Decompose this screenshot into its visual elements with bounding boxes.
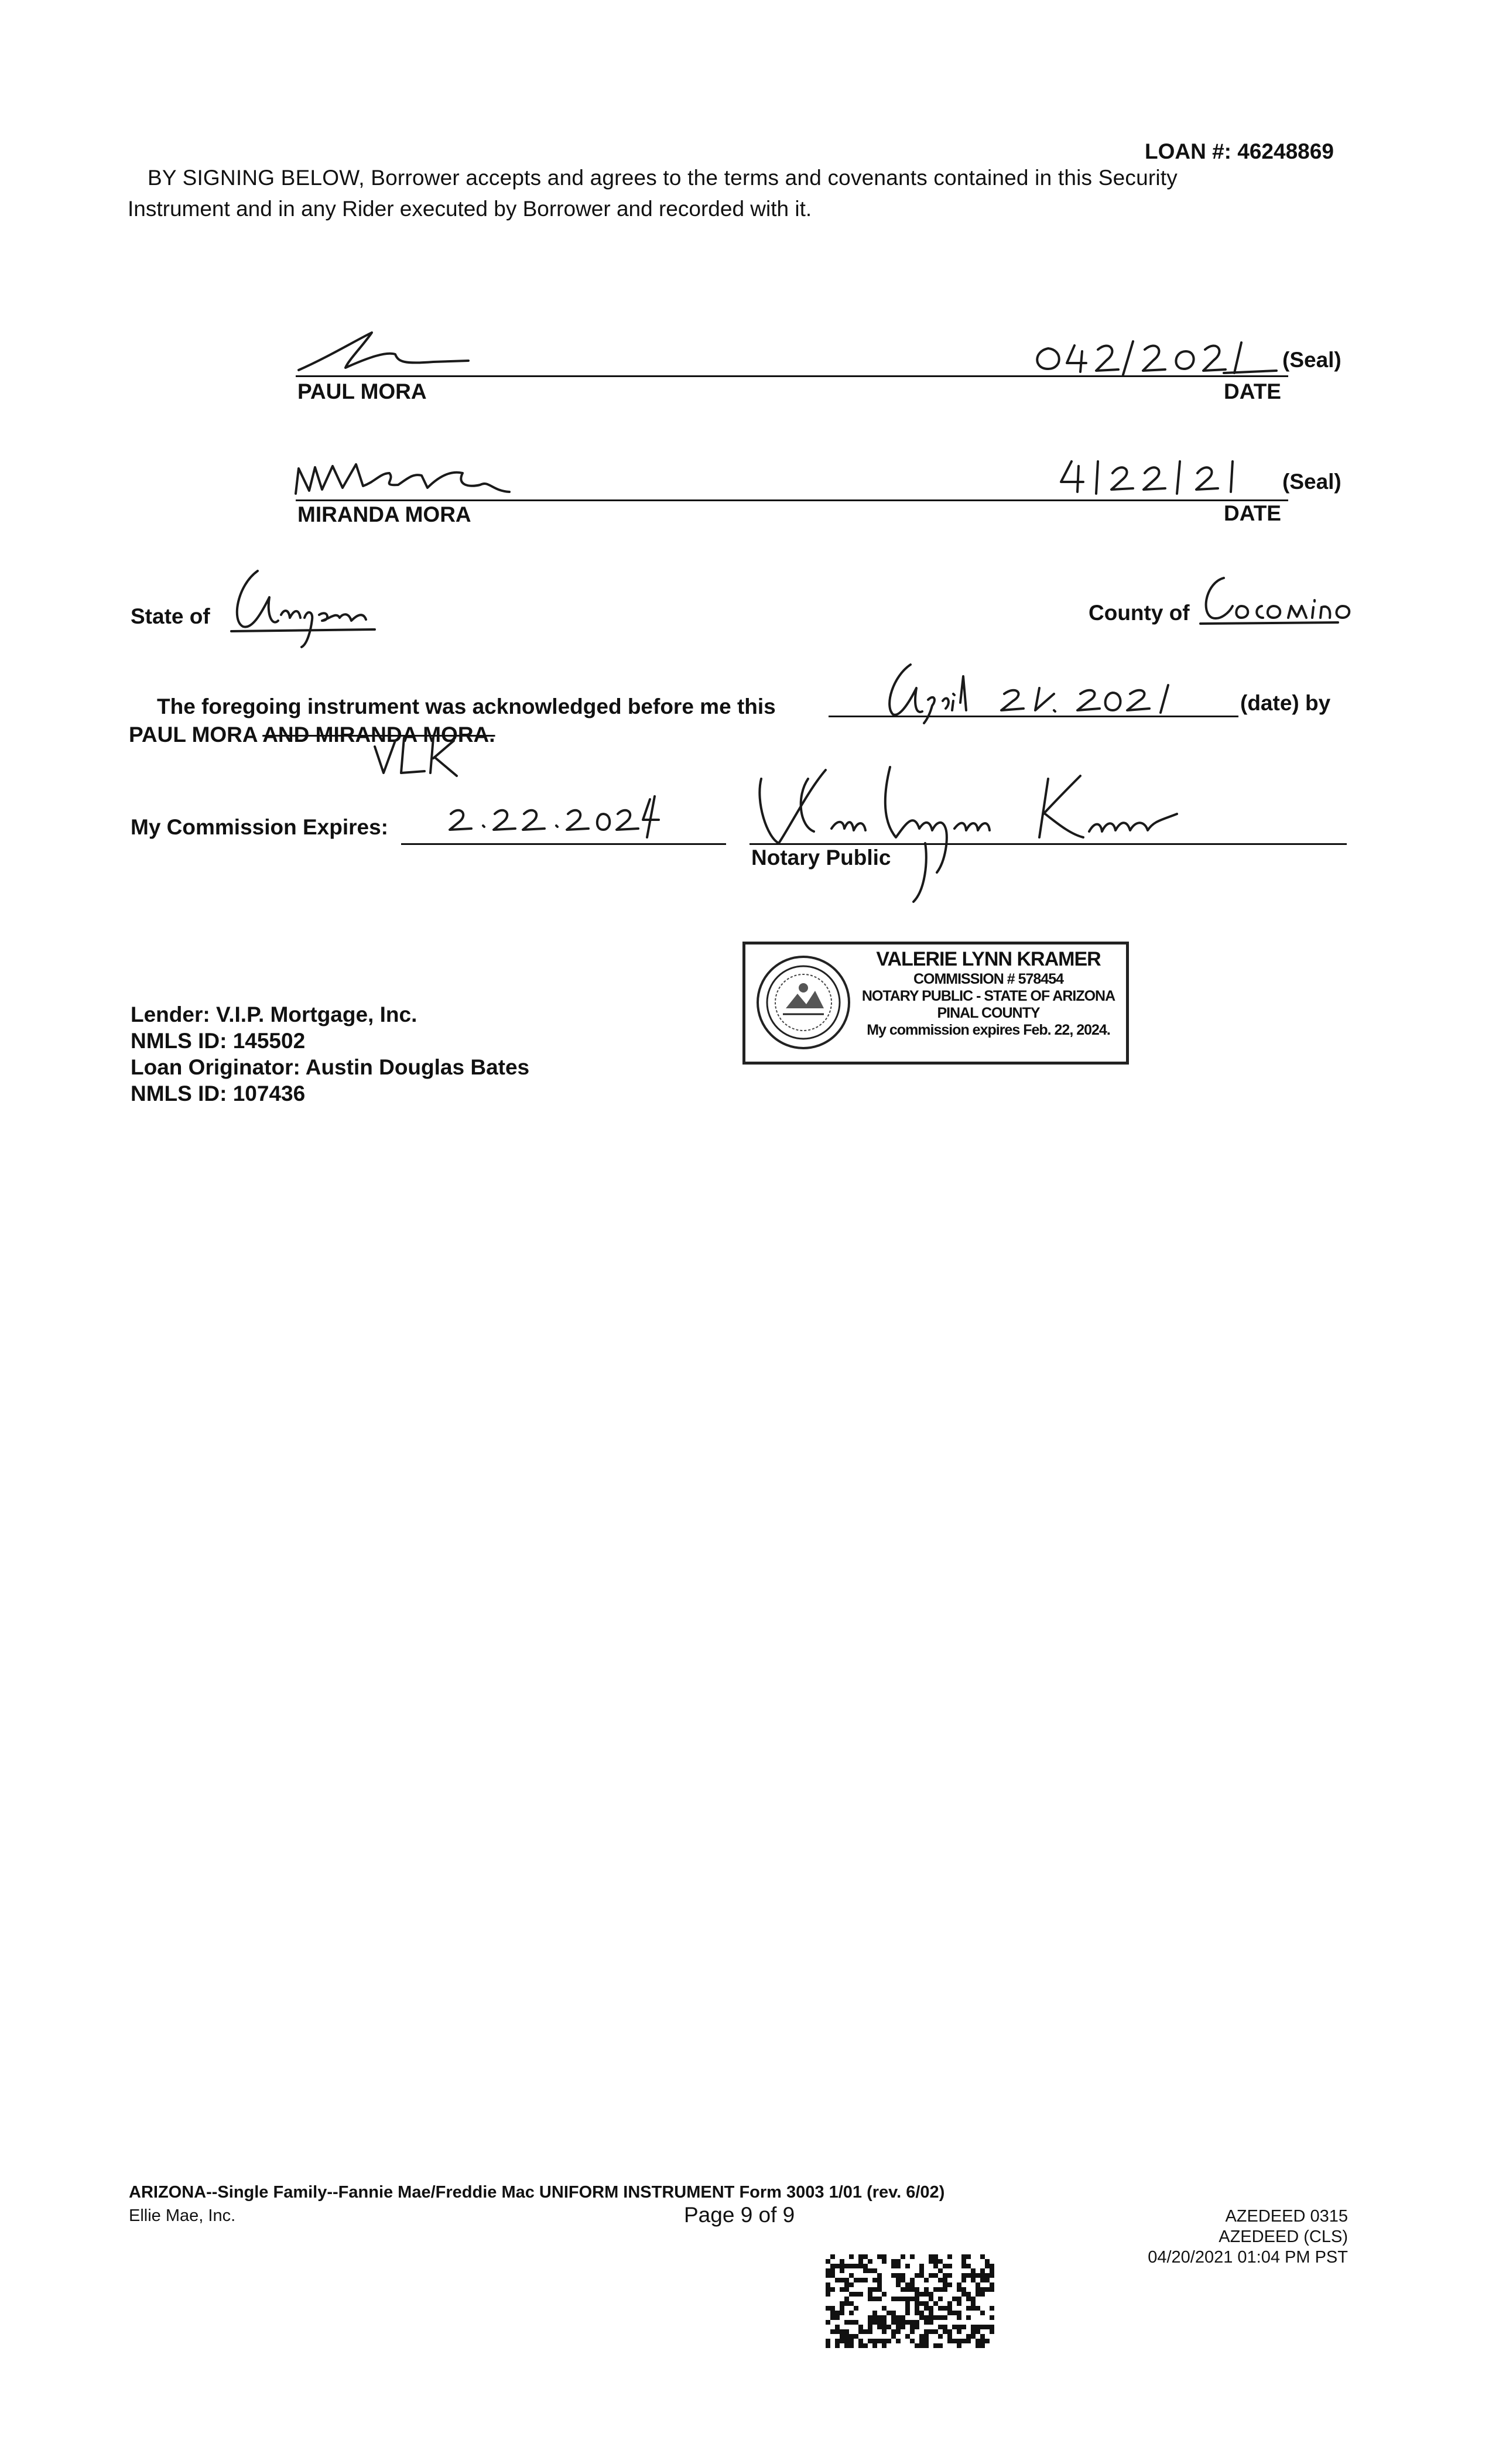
- county-handwritten: [1197, 571, 1364, 629]
- miranda-mora-date-label: DATE: [1224, 501, 1281, 525]
- state-label: State of: [131, 604, 210, 628]
- footer-codes: [1130, 2206, 1348, 2267]
- miranda-mora-signature: [287, 456, 533, 502]
- stamp-name: VALERIE LYNN KRAMER: [876, 948, 1101, 970]
- paul-mora-date-handwritten: [1031, 337, 1276, 381]
- lender-name: Lender: V.I.P. Mortgage, Inc.: [131, 1002, 417, 1026]
- paul-mora-name: PAUL MORA: [297, 379, 427, 403]
- loan-number: LOAN #: 46248869: [1145, 139, 1334, 163]
- miranda-mora-name: MIRANDA MORA: [297, 502, 471, 526]
- originator-nmls: NMLS ID: 107436: [131, 1082, 306, 1106]
- notary-initials: [369, 729, 463, 782]
- intro-line-1: BY SIGNING BELOW, Borrower accepts and agrees to the terms and covenants contained in this Security: [148, 166, 1178, 190]
- footer-form-title: ARIZONA--Single Family--Fannie Mae/Freddie Mac UNIFORM INSTRUMENT Form 3003 1/01 (rev. 6/02): [129, 2183, 945, 2202]
- miranda-mora-date-handwritten: [1054, 456, 1276, 502]
- ack-text: The foregoing instrument was acknowledged before me this: [157, 694, 776, 718]
- date-by: (date) by: [1240, 691, 1331, 715]
- notary-stamp: [742, 942, 1129, 1065]
- footer-timestamp: 04/20/2021 01:04 PM PST: [1148, 2247, 1348, 2267]
- stamp-commission: COMMISSION # 578454: [913, 971, 1064, 987]
- stamp-county: PINAL COUNTY: [937, 1005, 1040, 1021]
- commission-line: [401, 843, 726, 845]
- notary-public-label: Notary Public: [751, 846, 891, 870]
- arizona-seal-icon: [754, 953, 853, 1052]
- footer-company: Ellie Mae, Inc.: [129, 2206, 236, 2225]
- paul-mora-signature: [293, 328, 480, 375]
- stamp-title: NOTARY PUBLIC - STATE OF ARIZONA: [861, 988, 1115, 1004]
- footer-code-2: AZEDEED (CLS): [1219, 2227, 1348, 2246]
- footer-code-1: AZEDEED 0315: [1225, 2207, 1348, 2226]
- signer-name: PAUL MORA: [129, 723, 258, 747]
- state-handwritten: [225, 562, 378, 650]
- paul-mora-date-label: DATE: [1224, 379, 1281, 403]
- loan-originator: Loan Originator: Austin Douglas Bates: [131, 1055, 530, 1079]
- intro-line-2: Instrument and in any Rider executed by Borrower and recorded with it.: [128, 197, 812, 221]
- commission-handwritten: [445, 788, 656, 840]
- stamp-expires: My commission expires Feb. 22, 2024.: [867, 1022, 1110, 1038]
- footer-page-number: Page 9 of 9: [684, 2203, 795, 2227]
- struck-signer-text: AND MIRANDA MORA.: [262, 723, 495, 747]
- paul-mora-seal: (Seal): [1282, 348, 1341, 372]
- lender-nmls: NMLS ID: 145502: [131, 1029, 306, 1053]
- commission-label: My Commission Expires:: [131, 815, 389, 839]
- ack-date-handwritten: [878, 659, 1230, 723]
- notary-signature: [744, 755, 1189, 908]
- miranda-mora-seal: (Seal): [1282, 470, 1341, 494]
- barcode-icon: [826, 2254, 995, 2348]
- county-label: County of: [1089, 601, 1190, 625]
